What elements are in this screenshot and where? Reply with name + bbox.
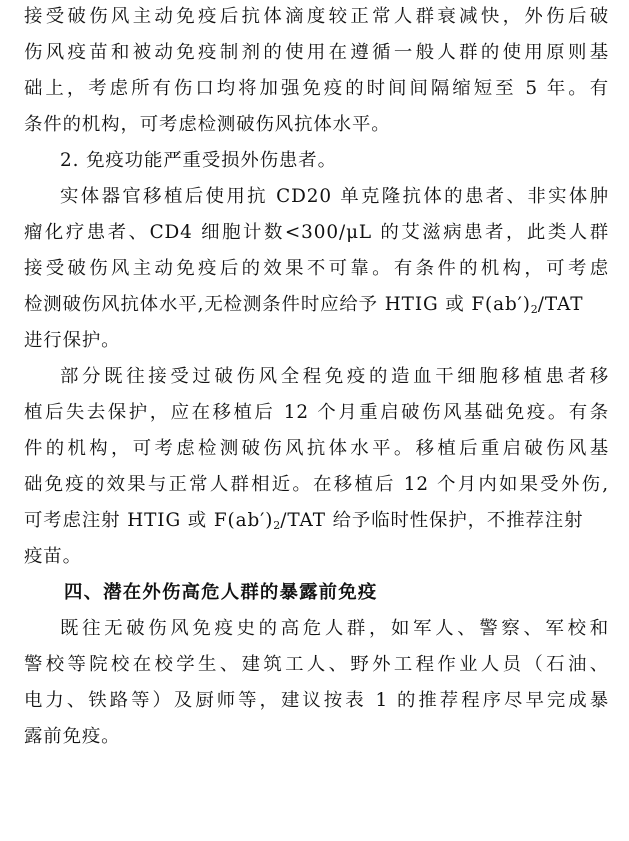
paragraph-line: [24, 504, 609, 538]
paragraph-line: 接受破伤风主动免疫后抗体滴度较正常人群衰减快，外伤后破: [24, 6, 609, 27]
section-4-title: 四、潜在外伤高危人群的暴露前免疫: [64, 582, 378, 603]
subscript: 2: [273, 519, 281, 532]
paragraph-line: 伤风疫苗和被动免疫制剂的使用在遵循一般人群的使用原则基: [24, 42, 609, 63]
paragraph-line: 部分既往接受过破伤风全程免疫的造血干细胞移植患者移: [60, 366, 609, 387]
paragraph-line: 件的机构，可考虑检测破伤风抗体水平。移植后重启破伤风基: [24, 438, 609, 459]
paragraph-line: 础免疫的效果与正常人群相近。在移植后 12 个月内如果受外伤,: [24, 474, 609, 495]
subscript: 2: [530, 303, 538, 316]
line-text: 检测破伤风抗体水平,无检测条件时应给予 HTIG 或 F(ab′): [24, 294, 531, 315]
paragraph-line: 电力、铁路等）及厨师等，建议按表 1 的推荐程序尽早完成暴: [24, 690, 609, 711]
paragraph-line: 接受破伤风主动免疫后的效果不可靠。有条件的机构，可考虑: [24, 258, 609, 279]
line-text: /TAT 给予临时性保护，不推荐注射: [280, 510, 584, 531]
line-text: 可考虑注射 HTIG 或 F(ab′): [24, 510, 274, 531]
paragraph-line: 条件的机构，可考虑检测破伤风抗体水平。: [24, 114, 391, 135]
paragraph-line: 既往无破伤风免疫史的高危人群，如军人、警察、军校和: [60, 618, 609, 639]
paragraph-line: 植后失去保护，应在移植后 12 个月重启破伤风基础免疫。有条: [24, 402, 609, 423]
paragraph-line: 露前免疫。: [24, 726, 121, 747]
line-text: /TAT: [537, 294, 584, 315]
item-2-title: 2. 免疫功能严重受损外伤患者。: [60, 150, 337, 171]
paragraph-line: 瘤化疗患者、CD4 细胞计数<300/μL 的艾滋病患者，此类人群: [24, 222, 609, 243]
paragraph-line: [24, 288, 609, 322]
paragraph-line: 进行保护。: [24, 330, 121, 351]
paragraph-line: 警校等院校在校学生、建筑工人、野外工程作业人员（石油、: [24, 654, 609, 675]
paragraph-line: 础上，考虑所有伤口均将加强免疫的时间间隔缩短至 5 年。有: [24, 78, 609, 99]
paragraph-line: 疫苗。: [24, 546, 82, 567]
paragraph-line: 实体器官移植后使用抗 CD20 单克隆抗体的患者、非实体肿: [60, 186, 609, 207]
